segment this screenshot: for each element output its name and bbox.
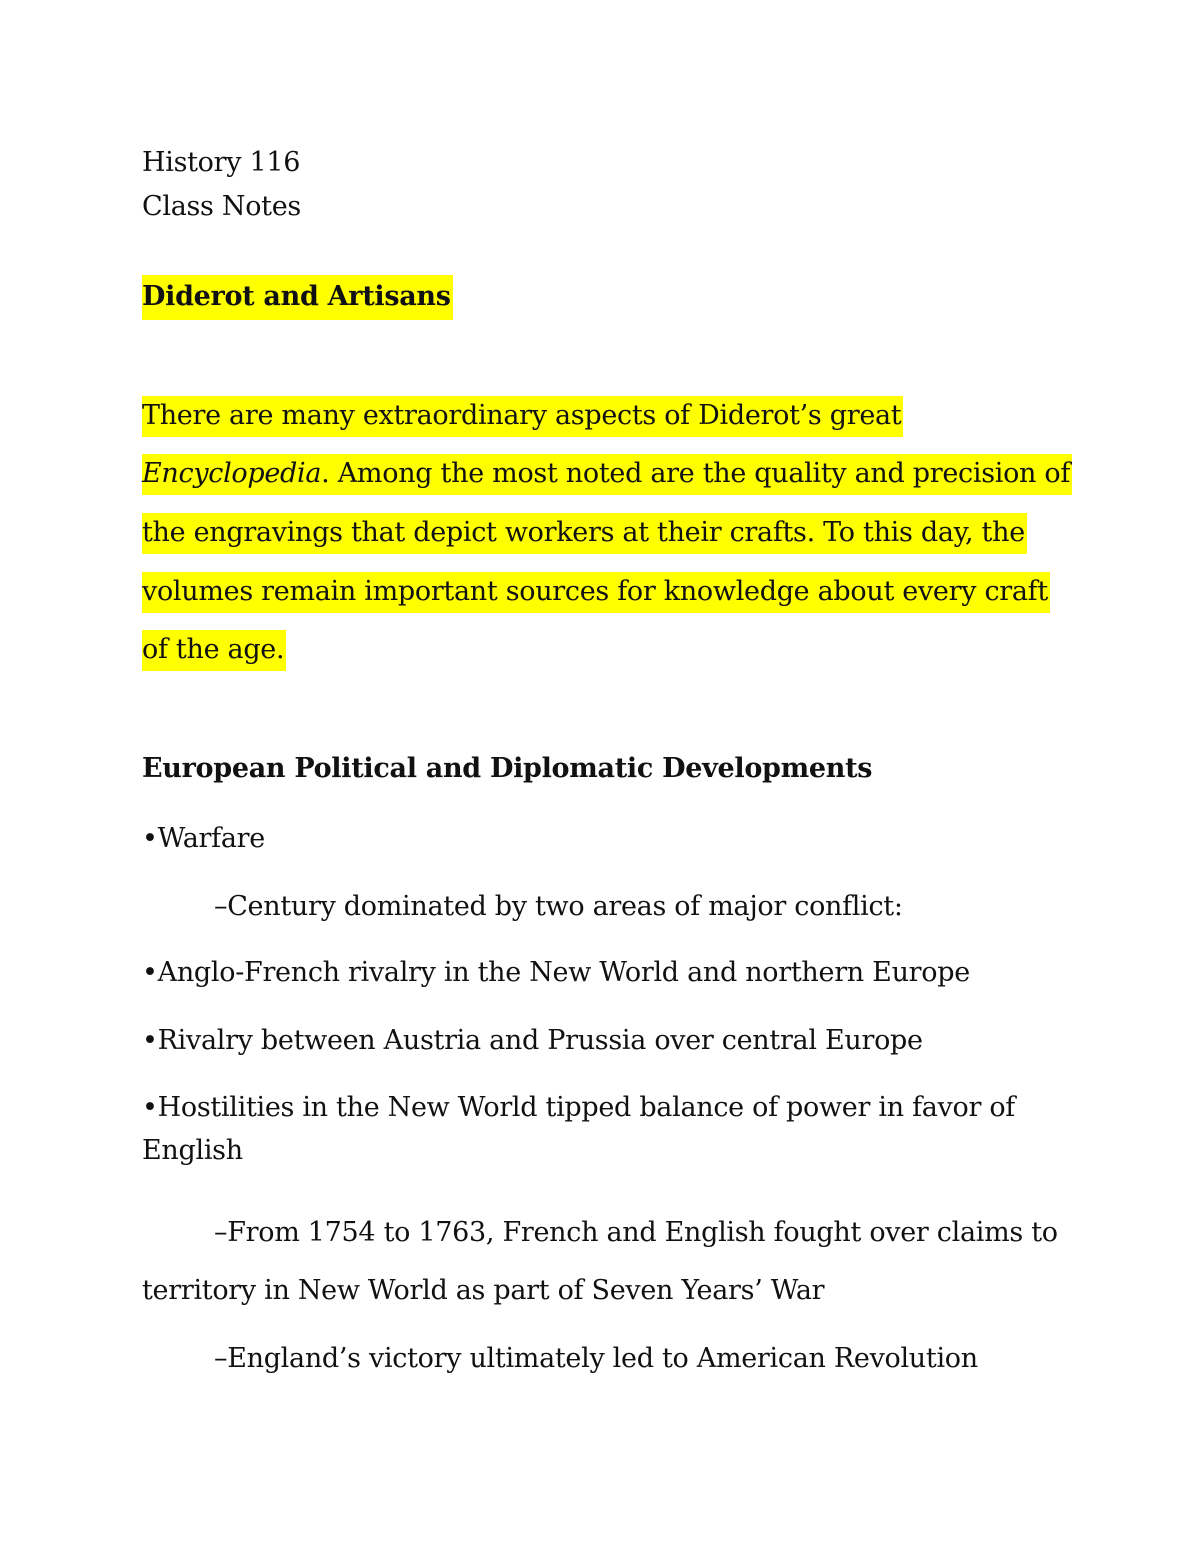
list-item: •Warfare [142, 823, 265, 854]
list-item: •Anglo-French rivalry in the New World and northern Europe [142, 957, 970, 988]
highlighted-text: There are many extraordinary aspects of Diderot’s great [142, 396, 903, 437]
section-heading-diderot [142, 279, 453, 315]
paragraph-line-2 [142, 456, 1072, 492]
paragraph-text: . Among the most noted are the quality and precision of [321, 458, 1071, 489]
highlighted-text: volumes remain important sources for knowledge about every craft [142, 572, 1050, 613]
list-item-continued: English [142, 1135, 243, 1166]
highlighted-heading: Diderot and Artisans [142, 275, 453, 320]
italic-title: Encyclopedia [142, 458, 322, 489]
document-subtitle: Class Notes [142, 191, 301, 222]
highlighted-text [142, 454, 1072, 495]
paragraph-line-4 [142, 574, 1050, 610]
paragraph-line-1 [142, 398, 903, 434]
list-item-continued: territory in New World as part of Seven Years’ War [142, 1275, 825, 1306]
list-item-sub: –Century dominated by two areas of major conflict: [214, 891, 903, 922]
list-item: •Rivalry between Austria and Prussia over central Europe [142, 1025, 923, 1056]
section-heading-european: European Political and Diplomatic Developments [142, 753, 873, 784]
list-item: •Hostilities in the New World tipped balance of power in favor of [142, 1092, 1016, 1123]
highlighted-text: of the age. [142, 630, 286, 671]
highlighted-text: the engravings that depict workers at their crafts. To this day, the [142, 513, 1027, 554]
list-item-sub: –England’s victory ultimately led to American Revolution [214, 1343, 978, 1374]
paragraph-line-3 [142, 515, 1027, 551]
list-item-sub: –From 1754 to 1763, French and English fought over claims to [214, 1217, 1058, 1248]
paragraph-line-5 [142, 632, 286, 668]
course-title: History 116 [142, 147, 301, 178]
